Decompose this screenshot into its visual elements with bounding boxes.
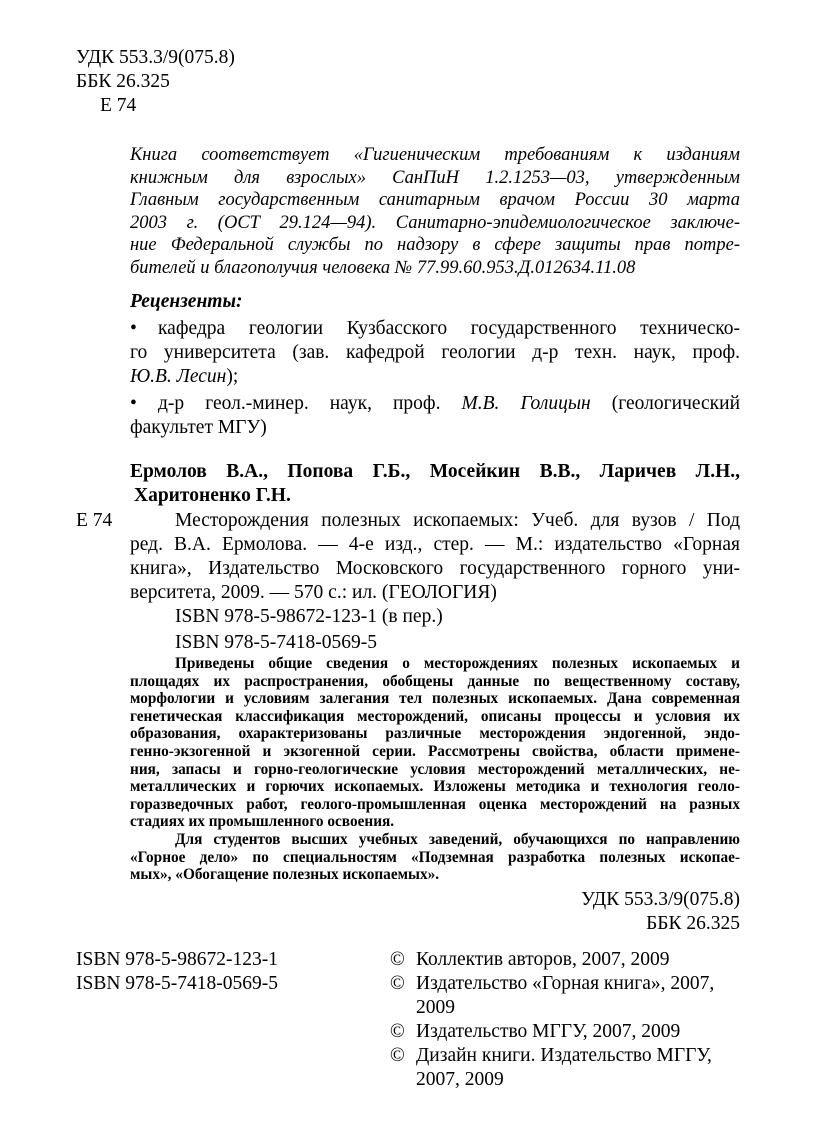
reviewer-prefix: д-р геол.-минер. наук, проф. (158, 393, 441, 414)
abstract-line: стадиях их промышленного освоения. (130, 813, 395, 831)
catalog-isbn: ISBN 978-5-98672-123-1 (в пер.) (175, 606, 443, 627)
catalog-line: ред. В.А. Ермолова. — 4-е изд., стер. — М.: издательство «Горная (130, 534, 740, 555)
abstract-line: ния, запасы и горно-геологические условия месторождений металлических, не- (130, 760, 740, 778)
isbn-line: ISBN 978-5-98672-123-1 (76, 949, 279, 970)
audience-line: «Горное дело» по специальностям «Подземная разработка полезных ископае- (130, 848, 740, 866)
reviewer-name: Ю.В. Лесин (130, 366, 227, 387)
hygiene-line: ние Федеральной службы по надзору в сфере защиты прав потре- (130, 235, 740, 255)
reviewer-name: М.В. Голицын (461, 393, 591, 414)
catalog-line: Месторождения полезных ископаемых: Учеб. для вузов / Под (175, 510, 740, 531)
abstract-line: горазведочных работ, геолого-промышленная оценка месторождений на разных (130, 795, 740, 813)
hygiene-line: Книга соответствует «Гигиеническим требованиям к изданиям (130, 145, 740, 165)
copyright-text: Издательство МГГУ, 2007, 2009 (416, 1021, 681, 1042)
copyright-icon: © (390, 1021, 405, 1042)
hygiene-line: книжным для взрослых» СанПиН 1.2.1253—03, утвержденным (130, 167, 740, 188)
abstract-line: металлических и горючих ископаемых. Изложены методика и технология геоло- (130, 778, 740, 796)
copyright-text: Дизайн книги. Издательство МГГУ, (416, 1045, 712, 1066)
abstract (130, 655, 740, 884)
bullet-icon: • (130, 318, 137, 339)
header-code: Е 74 (100, 95, 137, 116)
reviewer-item (130, 317, 740, 341)
header-bbk: ББК 26.325 (76, 71, 170, 92)
copyright-text: 2007, 2009 (416, 1069, 504, 1090)
isbn-line: ISBN 978-5-7418-0569-5 (76, 973, 279, 994)
catalog-code: Е 74 (76, 510, 113, 531)
hygiene-line: 2003 г. (ОСТ 29.124—94). Санитарно-эпидемиологическое заключе- (130, 212, 740, 233)
hygiene-line: Главным государственным санитарным врачом России 30 марта (130, 190, 740, 210)
hygiene-note (130, 144, 740, 279)
audience-line: Для студентов высших учебных заведений, обучающихся по направлению (175, 830, 740, 848)
abstract-line: генетическая классификация месторождений, описаны процессы и условия их (130, 707, 740, 725)
copyright-text: Издательство «Горная книга», 2007, (416, 973, 715, 994)
reviewers-block (130, 290, 740, 440)
footer-bbk: ББК 26.325 (646, 913, 740, 934)
copyrights (390, 948, 750, 1092)
authors-line: Харитоненко Г.Н. (134, 485, 291, 506)
footer-udk: УДК 553.3/9(075.8) (581, 889, 740, 910)
reviewer-line: факультет МГУ) (130, 417, 267, 438)
hygiene-line: бителей и благополучия человека № 77.99.60.953.Д.012634.11.08 (130, 257, 636, 278)
abstract-line: площадях их распространения, обобщены данные по вещественному составу, (130, 672, 740, 690)
audience-line: мых», «Обогащение полезных ископаемых». (130, 866, 440, 884)
reviewer-tail: ); (226, 366, 239, 387)
isbn-block (76, 948, 278, 996)
reviewer-line: го университета (зав. кафедрой геологии д-р техн. наук, проф. (130, 342, 740, 363)
header-codes (76, 46, 235, 118)
reviewers-heading: Рецензенты: (130, 291, 243, 312)
abstract-line: генно-экзогенной и экзогенной серии. Рассмотрены свойства, области примене- (130, 742, 740, 760)
bullet-icon: • (130, 393, 137, 414)
abstract-line: Приведены общие сведения о месторождениях полезных ископаемых и (175, 655, 740, 672)
copyright-icon: © (390, 973, 405, 994)
reviewer-line: кафедра геологии Кузбасского государственного техническо- (158, 318, 740, 339)
abstract-line: образования, охарактеризованы различные месторождения эндогенной, эндо- (130, 725, 740, 743)
abstract-line: морфологии и условиям залегания тел полезных ископаемых. Дана современная (130, 690, 740, 708)
copyright-text: Коллектив авторов, 2007, 2009 (416, 949, 670, 970)
reviewer-suffix: (геологический (611, 393, 741, 414)
copyright-icon: © (390, 1045, 405, 1066)
catalog-entry (130, 509, 740, 655)
header-udk: УДК 553.3/9(075.8) (76, 47, 235, 68)
copyright-icon: © (390, 949, 405, 970)
authors (130, 460, 740, 508)
footer-codes (520, 888, 740, 936)
catalog-isbn: ISBN 978-5-7418-0569-5 (175, 632, 378, 653)
catalog-line: верситета, 2009. — 570 с.: ил. (ГЕОЛОГИЯ) (130, 582, 497, 603)
catalog-line: книга», Издательство Московского государственного горного уни- (130, 558, 740, 579)
copyright-text: 2009 (416, 997, 455, 1018)
reviewer-item (130, 392, 740, 416)
authors-line: Ермолов В.А., Попова Г.Б., Мосейкин В.В., Ларичев Л.Н., (130, 461, 740, 482)
